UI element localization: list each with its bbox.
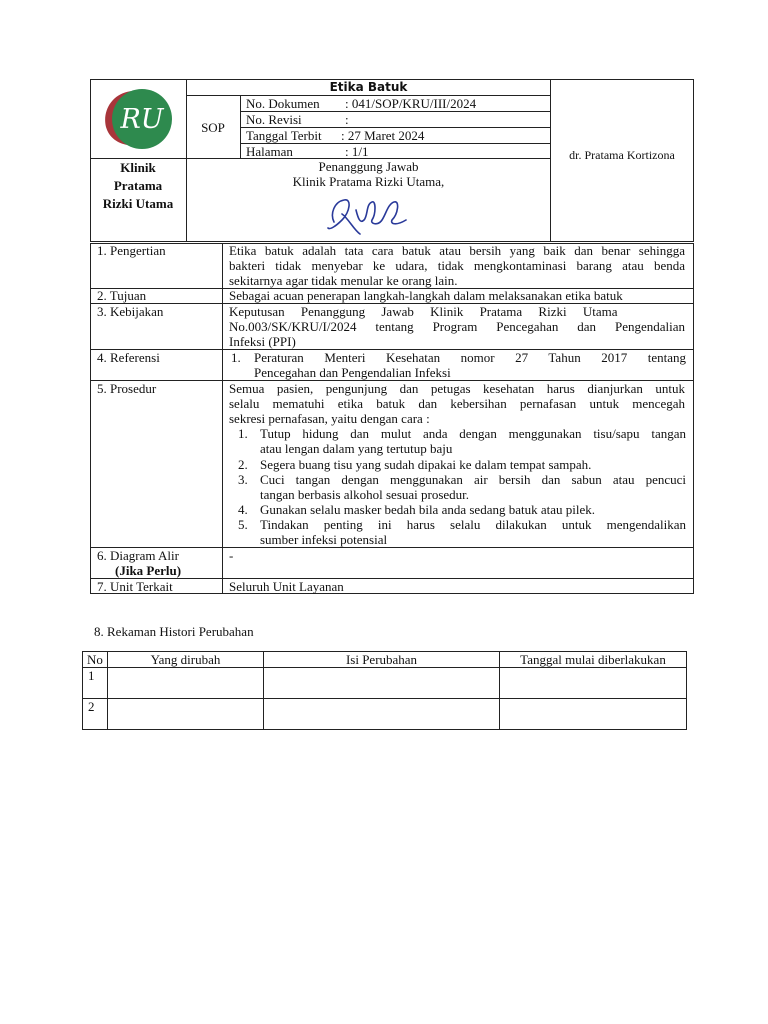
list-number: 2. bbox=[238, 457, 248, 472]
section-text-line: Infeksi (PPI) bbox=[229, 334, 296, 349]
history-row-number: 1 bbox=[88, 668, 95, 683]
history-col-header: Isi Perubahan bbox=[345, 652, 418, 667]
list-text-line: Tutup hidung dan mulut anda dengan menggunakan tisu/sapu tangan bbox=[260, 426, 686, 441]
list-number: 1. bbox=[231, 350, 241, 365]
document-title: Etika Batuk bbox=[329, 80, 408, 94]
signature bbox=[320, 190, 410, 238]
responsible-org: Klinik Pratama Rizki Utama, bbox=[292, 174, 445, 189]
list-number: 3. bbox=[238, 472, 248, 487]
section-label: 2. Tujuan bbox=[97, 288, 147, 303]
history-row-number: 2 bbox=[88, 699, 95, 714]
section-text-line: sekitarnya agar tidak menular ke orang lain. bbox=[229, 273, 458, 288]
section-label: 7. Unit Terkait bbox=[97, 579, 173, 594]
issue-date-label: Tanggal Terbit bbox=[246, 128, 322, 143]
revision-value: : bbox=[345, 112, 349, 127]
list-number: 1. bbox=[238, 426, 248, 441]
revision-label: No. Revisi bbox=[246, 112, 302, 127]
section-text-line: Etika batuk adalah tata cara batuk atau bersih yang baik dan benar sehingga bbox=[229, 243, 685, 258]
list-text-line: Segera buang tisu yang sudah dipakai ke dalam tempat sampah. bbox=[260, 457, 592, 472]
section-text-line: bakteri tidak menyebar ke udara, tidak mengkontaminasi barang atau benda bbox=[229, 258, 685, 273]
sop-label: SOP bbox=[201, 120, 225, 135]
section-text-line: Semua pasien, pengunjung dan petugas kesehatan harus dianjurkan untuk bbox=[229, 381, 685, 396]
section-text-line: No.003/SK/KRU/I/2024 tentang Program Pencegahan dan Pengendalian bbox=[229, 319, 685, 334]
clinic-name-line-2: Pratama bbox=[113, 178, 163, 193]
list-text-line: Tindakan penting ini harus selalu dilakukan untuk mengendalikan bbox=[260, 517, 686, 532]
section-text-line: sekresi pernafasan, yaitu dengan cara : bbox=[229, 411, 430, 426]
list-number: 4. bbox=[238, 502, 248, 517]
list-text-line: sumber infeksi potensial bbox=[260, 532, 388, 547]
clinic-name bbox=[90, 159, 186, 213]
issue-date-value: : 27 Maret 2024 bbox=[341, 128, 425, 143]
history-col-header: No bbox=[87, 652, 103, 667]
page-value: : 1/1 bbox=[345, 144, 369, 159]
section-label: 5. Prosedur bbox=[97, 381, 157, 396]
section-label: 1. Pengertian bbox=[97, 243, 166, 258]
logo-letters: RU bbox=[120, 104, 164, 135]
section-label: 3. Kebijakan bbox=[97, 304, 164, 319]
list-text-line: Peraturan Menteri Kesehatan nomor 27 Tahun 2017 tentang bbox=[254, 350, 686, 365]
section-text-line: - bbox=[229, 548, 234, 563]
list-text-line: Gunakan selalu masker bedah bila anda sedang batuk atau pilek. bbox=[260, 502, 595, 517]
list-text-line: Cuci tangan dengan menggunakan air bersih dan sabun atau pencuci bbox=[260, 472, 686, 487]
section-label: 6. Diagram Alir bbox=[97, 548, 179, 563]
list-text-line: tangan berbasis alkohol sesuai prosedur. bbox=[260, 487, 470, 502]
history-title: 8. Rekaman Histori Perubahan bbox=[94, 624, 254, 639]
section-text-line: Sebagai acuan penerapan langkah-langkah dalam melaksanakan etika batuk bbox=[229, 288, 623, 303]
doc-number-value: : 041/SOP/KRU/III/2024 bbox=[345, 96, 477, 111]
section-text-line: Seluruh Unit Layanan bbox=[229, 579, 344, 594]
section-label: 4. Referensi bbox=[97, 350, 160, 365]
responsible-title: Penanggung Jawab bbox=[318, 159, 419, 174]
section-text-line: selalu mematuhi etika batuk dan kebersihan pernafasan untuk mencegah bbox=[229, 396, 685, 411]
page-label: Halaman bbox=[246, 144, 293, 159]
doc-number-label: No. Dokumen bbox=[246, 96, 320, 111]
clinic-name-line-3: Rizki Utama bbox=[102, 196, 174, 211]
section-text-line: Keputusan Penanggung Jawab Klinik Pratama Rizki Utama bbox=[229, 304, 618, 319]
clinic-name-line-1: Klinik bbox=[120, 160, 156, 175]
list-text-line: Pencegahan dan Pengendalian Infeksi bbox=[254, 365, 451, 380]
list-text-line: atau lengan dalam yang tertutup baju bbox=[260, 441, 453, 456]
history-col-header: Yang dirubah bbox=[150, 652, 221, 667]
section-label-note: (Jika Perlu) bbox=[115, 563, 182, 578]
list-number: 5. bbox=[238, 517, 248, 532]
clinic-logo bbox=[98, 83, 180, 153]
signer-name: dr. Pratama Kortizona bbox=[569, 148, 675, 162]
history-col-header: Tanggal mulai diberlakukan bbox=[520, 652, 666, 667]
